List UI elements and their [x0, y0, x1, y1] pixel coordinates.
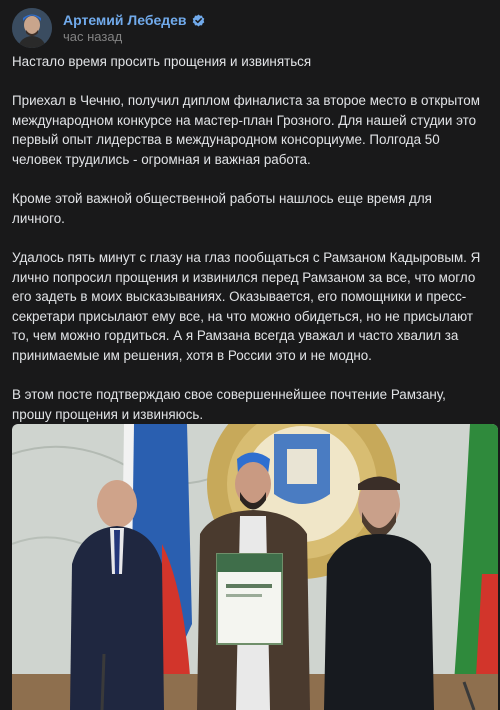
post-paragraph: Удалось пять минут с глазу на глаз пообщаться с Рамзаном Кадыровым. Я лично попросил прощения и извинился перед Рамзаном за все, что могло его задеть в моих высказываниях. Оказывается, его помощники и пресс-секретари присылают ему все, на что можно обидеться, но не присылают то, чем можно гордиться. А я Рамзана всегда уважал и часто хвалил за принимаемые им решения, хотя в России это и не модно.	[12, 249, 481, 363]
author-name[interactable]: Артемий Лебедев	[63, 12, 187, 28]
author-avatar[interactable]	[12, 8, 52, 48]
verified-icon	[192, 14, 205, 27]
post-paragraph: В этом посте подтверждаю свое совершеннейшее почтение Рамзану, прошу прощения и извиняюсь.	[12, 387, 446, 422]
post-paragraph: Приехал в Чечню, получил диплом финалиста за второе место в открытом международном конкурсе на мастер-план Грозного. Для нашей студии это первый опыт лидерства в международном консорциуме. Полгода 50 человек трудились - огромная и важная работа.	[12, 93, 480, 167]
post-photo[interactable]	[12, 424, 498, 710]
author-row	[63, 12, 205, 28]
post-header	[12, 8, 488, 48]
avatar-image	[12, 8, 52, 48]
post-paragraph: Кроме этой важной общественной работы нашлось еще время для личного.	[12, 191, 432, 226]
post-time[interactable]: час назад	[63, 29, 123, 44]
post-photo-image	[12, 424, 498, 710]
post-paragraph: Настало время просить прощения и извиняться	[12, 54, 312, 69]
post-text	[12, 52, 486, 483]
